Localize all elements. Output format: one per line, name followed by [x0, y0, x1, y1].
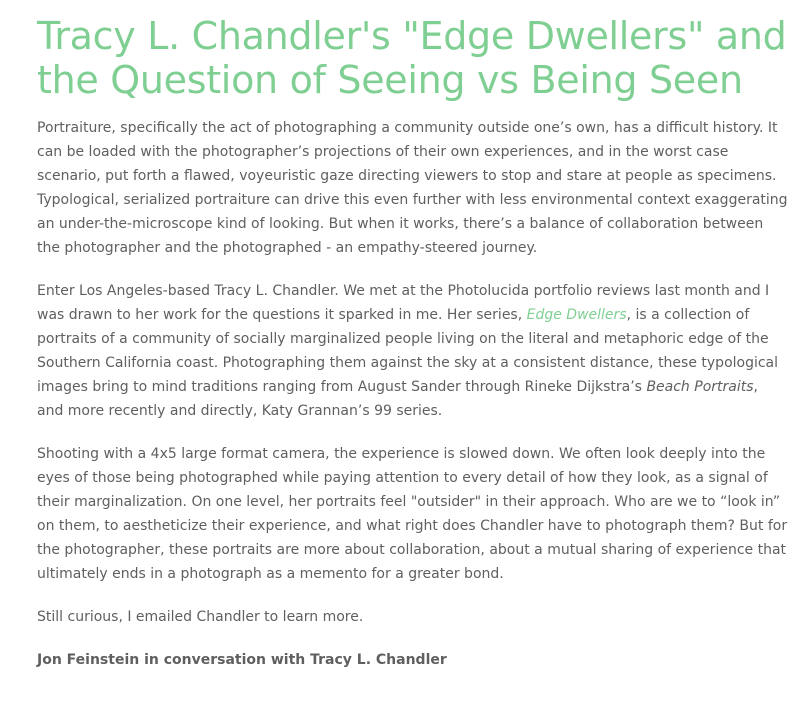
article-title: Tracy L. Chandler's "Edge Dwellers" and the Question of Seeing vs Being Seen: [37, 14, 787, 102]
paragraph-enter-chandler: [37, 279, 788, 423]
beach-portraits-title: Beach Portraits: [646, 379, 754, 395]
paragraph-text-part3: , and more recently and directly, Katy Grannan’s 99 series.: [37, 379, 758, 419]
edge-dwellers-link[interactable]: Edge Dwellers: [526, 307, 627, 323]
paragraph-large-format: Shooting with a 4x5 large format camera, the experience is slowed down. We often look deeply into the eyes of those being photographed while paying attention to every detail of how they look, as a signal of their marginalization. On one level, her portraits feel "outsider" in their approach. Who are we to “look in” on them, to aestheticize their experience, and what right does Chandler have to photograph them? But for the photographer, these portraits are more about collaboration, about a mutual sharing of experience that ultimately ends in a photograph as a memento for a greater bond.: [37, 446, 788, 582]
paragraph-text-part1: Enter Los Angeles-based Tracy L. Chandler. We met at the Photolucida portfolio reviews last month and I was drawn to her work for the questions it sparked in me. Her series,: [37, 283, 770, 323]
paragraph-curious: Still curious, I emailed Chandler to learn more.: [37, 609, 364, 625]
paragraph-intro: Portraiture, specifically the act of photographing a community outside one’s own, has a difficult history. It can be loaded with the photographer’s projections of their own experiences, and in the worst case scenario, put forth a flawed, voyeuristic gaze directing viewers to stop and stare at people as specimens. Typological, serialized portraiture can drive this even further with less environmental context exaggerating an under-the-microscope kind of looking. But when it works, there’s a balance of collaboration between the photographer and the photographed - an empathy-steered journey.: [37, 120, 788, 256]
paragraph-text-part2: , is a collection of portraits of a community of socially marginalized people living on the literal and metaphoric edge of the Southern California coast. Photographing them against the sky at a consistent distance, these typological images bring to mind traditions ranging from August Sander through Rineke Dijkstra’s: [37, 307, 779, 395]
byline: Jon Feinstein in conversation with Tracy L. Chandler: [37, 652, 447, 668]
article-body: [37, 116, 788, 672]
